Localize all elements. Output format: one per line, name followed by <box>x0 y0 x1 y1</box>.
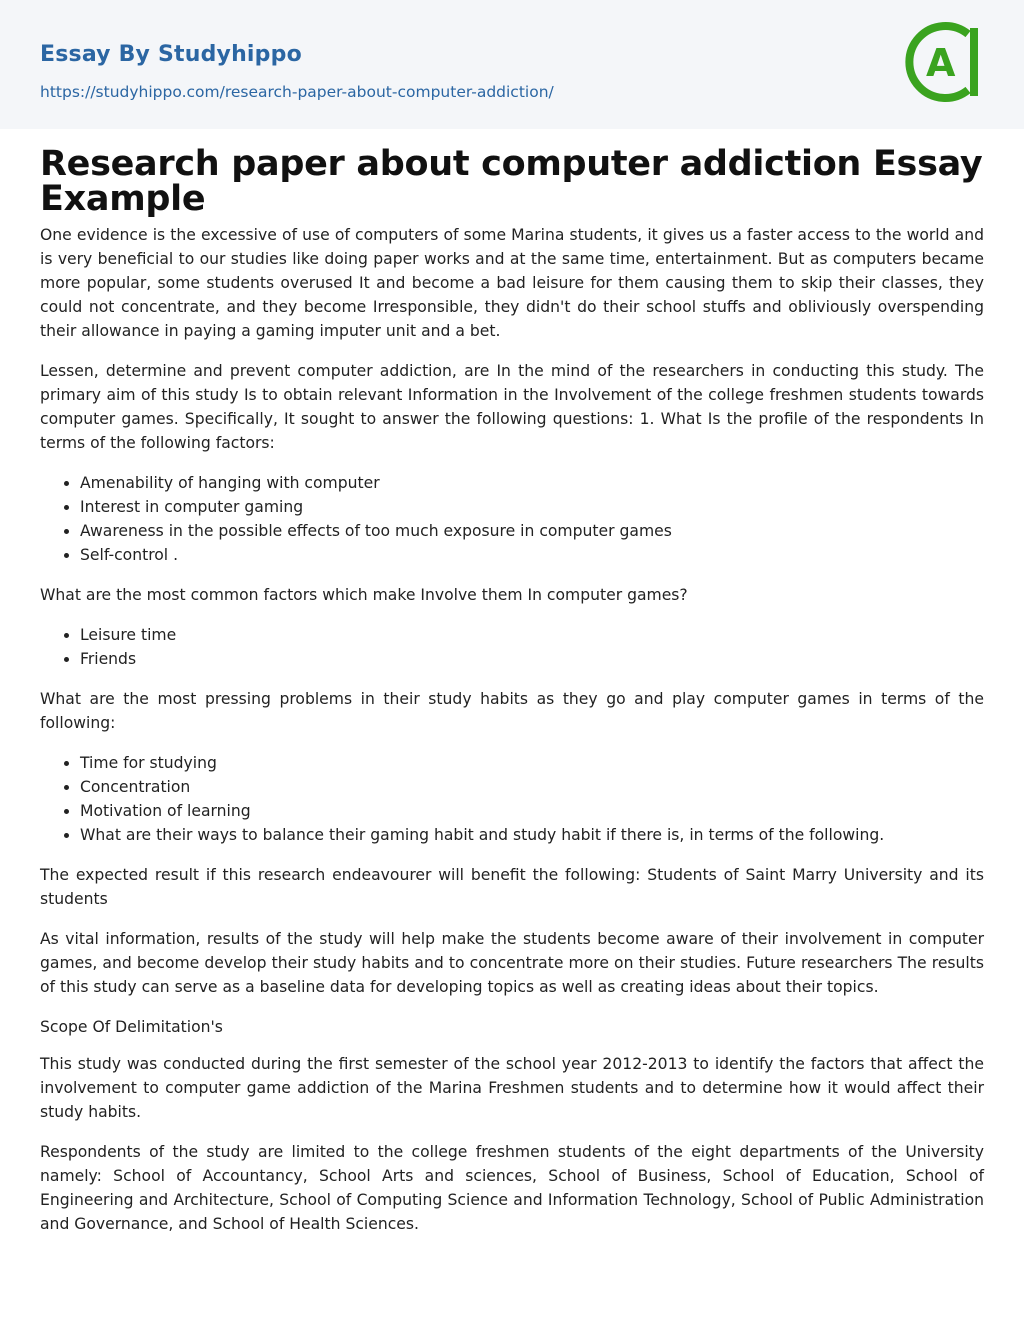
list-item: • Time for studying <box>80 751 984 775</box>
list-item: • Interest in computer gaming <box>80 495 984 519</box>
list-item: • Motivation of learning <box>80 799 984 823</box>
list-item: • What are their ways to balance their gaming habit and study habit if there is, in terms of the following. <box>80 823 984 847</box>
section-heading: Scope Of Delimitation's <box>40 1018 223 1036</box>
page-title: Research paper about computer addiction Essay Example <box>40 144 983 219</box>
paragraph-8: This study was conducted during the first semester of the school year 2012-2013 to identify the factors that affect the involvement to computer game addiction of the Marina Freshmen students and to determine how it would affect their study habits. <box>40 1055 984 1121</box>
common-factors-list <box>40 623 984 671</box>
paragraph-3: What are the most common factors which make Involve them In computer games? <box>40 586 688 604</box>
paragraph-5: The expected result if this research endeavourer will benefit the following: Students of Saint Marry University and its students <box>40 866 984 908</box>
list-item: • Awareness in the possible effects of too much exposure in computer games <box>80 519 984 543</box>
paragraph-4: What are the most pressing problems in their study habits as they go and play computer games in terms of the following: <box>40 690 984 732</box>
list-item: • Friends <box>80 647 984 671</box>
list-item: • Amenability of hanging with computer <box>80 471 984 495</box>
paragraph-2: Lessen, determine and prevent computer addiction, are In the mind of the researchers in conducting this study. The primary aim of this study Is to obtain relevant Information in the Involvement of the college freshmen students towards computer games. Specifically, It sought to answer the following questions: 1. What Is the profile of the respondents In terms of the following factors: <box>40 362 984 452</box>
site-header <box>0 0 1024 129</box>
problems-list <box>40 751 984 847</box>
logo-letter: A <box>926 41 956 85</box>
site-brand[interactable]: Essay By Studyhippo <box>40 42 302 67</box>
paragraph-9: Respondents of the study are limited to the college freshmen students of the eight departments of the University namely: School of Accountancy, School Arts and sciences, School of Business, School of Education, School of Engineering and Architecture, School of Computing Science and Information Technology, School of Public Administration and Governance, and School of Health Sciences. <box>40 1143 984 1233</box>
paragraph-6: As vital information, results of the study will help make the students become aware of their involvement in computer games, and become develop their study habits and to concentrate more on their studies. Future researchers The results of this study can serve as a baseline data for developing topics as well as creating ideas about their topics. <box>40 930 984 996</box>
list-item: • Leisure time <box>80 623 984 647</box>
list-item: • Concentration <box>80 775 984 799</box>
studyhippo-logo-icon[interactable] <box>900 20 984 104</box>
article-body <box>0 129 1024 1236</box>
factors-list <box>40 471 984 567</box>
list-item: • Self-control . <box>80 543 984 567</box>
page-url-link[interactable]: https://studyhippo.com/research-paper-about-computer-addiction/ <box>40 83 554 101</box>
paragraph-1: One evidence is the excessive of use of computers of some Marina students, it gives us a faster access to the world and is very beneficial to our studies like doing paper works and at the same time, entertainment. But as computers became more popular, some students overused It and become a bad leisure for them causing them to skip their classes, they could not concentrate, and they become Irresponsible, they didn't do their school stuffs and obliviously overspending their allowance in paying a gaming imputer unit and a bet. <box>40 226 984 340</box>
